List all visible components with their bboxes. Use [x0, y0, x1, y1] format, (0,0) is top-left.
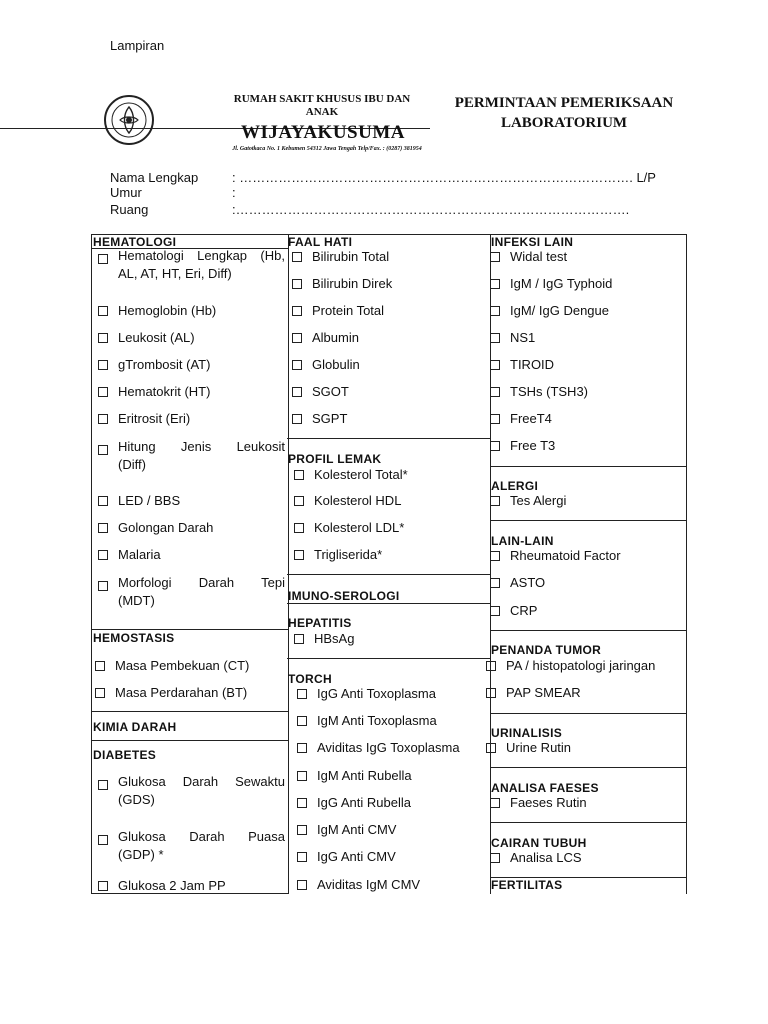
checkbox[interactable]: [95, 688, 105, 698]
item-label: Glukosa Darah Puasa: [118, 829, 285, 844]
column-liver-lipid-serology: [287, 234, 491, 894]
checkbox[interactable]: [490, 333, 500, 343]
checkbox-item[interactable]: [297, 713, 437, 728]
checkbox[interactable]: [98, 881, 108, 891]
item-label: IgG Anti Toxoplasma: [317, 686, 436, 701]
divider: [490, 520, 686, 521]
section-alergi: ALERGI: [491, 479, 539, 493]
checkbox[interactable]: [490, 578, 500, 588]
checkbox-item[interactable]: [294, 467, 408, 482]
item-label: IgM / IgG Typhoid: [510, 276, 613, 291]
item-label-cont: (Diff): [118, 457, 146, 472]
section-lain-lain: LAIN-LAIN: [491, 534, 554, 548]
checkbox[interactable]: [490, 496, 500, 506]
checkbox-item[interactable]: [98, 384, 210, 399]
item-label: TIROID: [510, 357, 555, 372]
checkbox[interactable]: [95, 661, 105, 671]
attachment-label: Lampiran: [110, 38, 165, 53]
item-label: Hematokrit (HT): [118, 384, 211, 399]
divider: [490, 767, 686, 768]
checkbox[interactable]: [490, 606, 500, 616]
checkbox-item[interactable]: [297, 740, 460, 755]
checkbox[interactable]: [297, 880, 307, 890]
checkbox[interactable]: [98, 496, 108, 506]
section-diabetes: DIABETES: [93, 748, 157, 762]
checkbox[interactable]: [486, 688, 496, 698]
checkbox-item[interactable]: [292, 357, 360, 372]
checkbox[interactable]: [98, 581, 108, 591]
test-grid: [91, 234, 686, 894]
checkbox[interactable]: [490, 360, 500, 370]
checkbox-item[interactable]: [292, 249, 389, 264]
checkbox-item[interactable]: [98, 493, 180, 508]
item-label: Aviditas IgG Toxoplasma: [317, 740, 460, 755]
item-label: Free T3: [510, 438, 556, 453]
column-hematology: [91, 234, 289, 894]
divider: [490, 466, 686, 467]
section-profil-lemak: PROFIL LEMAK: [288, 452, 382, 466]
checkbox-item[interactable]: [98, 330, 195, 345]
checkbox[interactable]: [98, 333, 108, 343]
item-label: FreeT4: [510, 411, 552, 426]
checkbox-item[interactable]: [490, 276, 612, 291]
item-label: Kolesterol Total*: [314, 467, 408, 482]
checkbox[interactable]: [98, 550, 108, 560]
item-label: Rheumatoid Factor: [510, 548, 621, 563]
checkbox-item[interactable]: [490, 795, 587, 810]
item-label: IgM/ IgG Dengue: [510, 303, 609, 318]
hospital-name-line2: ANAK: [305, 106, 339, 118]
form-title-line2: LABORATORIUM: [500, 115, 628, 131]
checkbox-item[interactable]: [98, 303, 216, 318]
checkbox-item[interactable]: [486, 740, 571, 755]
item-label: IgG Anti CMV: [317, 849, 396, 864]
checkbox-item[interactable]: [486, 658, 655, 673]
checkbox[interactable]: [292, 387, 302, 397]
checkbox[interactable]: [490, 551, 500, 561]
item-label: Hematologi Lengkap (Hb,: [118, 248, 285, 263]
checkbox[interactable]: [294, 550, 304, 560]
item-label: gTrombosit (AT): [118, 357, 211, 372]
checkbox-item[interactable]: [297, 686, 436, 701]
name-label: Nama Lengkap: [110, 170, 199, 185]
checkbox-item[interactable]: [490, 384, 588, 399]
section-kimia-darah: KIMIA DARAH: [93, 720, 177, 734]
checkbox-item[interactable]: [297, 849, 396, 864]
divider: [490, 630, 686, 631]
item-label: Hemoglobin (Hb): [118, 303, 217, 318]
checkbox-item[interactable]: [294, 493, 401, 508]
checkbox-item[interactable]: [95, 658, 249, 673]
checkbox[interactable]: [98, 360, 108, 370]
checkbox-item[interactable]: [490, 603, 537, 618]
checkbox-item[interactable]: [292, 303, 384, 318]
checkbox[interactable]: [98, 306, 108, 316]
divider: [287, 658, 490, 659]
checkbox-item[interactable]: [98, 547, 161, 562]
item-label: Malaria: [118, 547, 161, 562]
item-label: Glukosa Darah Sewaktu: [118, 774, 285, 789]
divider: [92, 629, 288, 630]
divider: [490, 822, 686, 823]
form-title-line1: PERMINTAAN PEMERIKSAAN: [454, 95, 674, 111]
item-label: Morfologi Darah Tepi: [118, 575, 285, 590]
item-label-cont: AL, AT, HT, Eri, Diff): [118, 266, 232, 281]
item-label: IgM Anti CMV: [317, 822, 397, 837]
checkbox-item[interactable]: [490, 303, 609, 318]
divider: [92, 893, 288, 894]
section-hepatitis: HEPATITIS: [288, 616, 352, 630]
item-label-cont: (GDP) *: [118, 847, 164, 862]
item-label: Hitung Jenis Leukosit: [118, 439, 285, 454]
item-label: NS1: [510, 330, 536, 345]
hospital-address: Jl. Gatotkaca No. 1 Kebumen 54312 Jawa Tengah Telp/Fax. : (0287) 381954: [232, 146, 422, 152]
checkbox[interactable]: [292, 414, 302, 424]
checkbox-item[interactable]: [98, 357, 210, 372]
checkbox[interactable]: [98, 387, 108, 397]
checkbox-item[interactable]: [490, 548, 621, 563]
checkbox-item[interactable]: [294, 631, 354, 646]
checkbox[interactable]: [297, 716, 307, 726]
checkbox-item[interactable]: [292, 330, 359, 345]
checkbox-item[interactable]: [490, 249, 567, 264]
item-label: Widal test: [510, 249, 568, 264]
divider: [287, 438, 490, 439]
item-label: PA / histopatologi jaringan: [506, 658, 656, 673]
divider: [287, 603, 490, 604]
checkbox[interactable]: [297, 852, 307, 862]
checkbox[interactable]: [297, 689, 307, 699]
checkbox[interactable]: [98, 780, 108, 790]
checkbox-item[interactable]: [95, 685, 247, 700]
checkbox-item[interactable]: [98, 774, 285, 792]
item-label: PAP SMEAR: [506, 685, 581, 700]
section-fertilitas: FERTILITAS: [491, 878, 563, 892]
checkbox-item[interactable]: [292, 276, 392, 291]
item-label: Eritrosit (Eri): [118, 411, 191, 426]
checkbox[interactable]: [98, 414, 108, 424]
checkbox-item[interactable]: [292, 384, 349, 399]
item-label-cont: (MDT): [118, 593, 155, 608]
room-field[interactable]: :……………………………………………………………………………….: [232, 202, 630, 217]
checkbox[interactable]: [297, 798, 307, 808]
section-hemostasis: HEMOSTASIS: [93, 631, 175, 645]
item-label: Globulin: [312, 357, 360, 372]
checkbox-item[interactable]: [486, 685, 581, 700]
section-infeksi-lain: INFEKSI LAIN: [491, 235, 574, 249]
checkbox-item[interactable]: [490, 575, 545, 590]
checkbox[interactable]: [292, 252, 302, 262]
checkbox[interactable]: [490, 798, 500, 808]
item-label: Bilirubin Direk: [312, 276, 393, 291]
divider: [490, 713, 686, 714]
checkbox[interactable]: [294, 523, 304, 533]
checkbox-item[interactable]: [294, 520, 404, 535]
section-analisa-faeses: ANALISA FAESES: [491, 781, 599, 795]
section-penanda-tumor: PENANDA TUMOR: [491, 643, 602, 657]
item-label: IgG Anti Rubella: [317, 795, 411, 810]
hospital-logo: [103, 94, 155, 146]
section-urinalisis: URINALISIS: [491, 726, 563, 740]
checkbox[interactable]: [98, 254, 108, 264]
item-label: Tes Alergi: [510, 493, 567, 508]
hospital-name-line1: RUMAH SAKIT KHUSUS IBU DAN: [233, 93, 411, 105]
checkbox[interactable]: [490, 252, 500, 262]
checkbox-item[interactable]: [490, 411, 552, 426]
checkbox-item[interactable]: [297, 768, 412, 783]
checkbox-item[interactable]: [294, 547, 382, 562]
checkbox-item[interactable]: [98, 520, 213, 535]
checkbox-item[interactable]: [98, 411, 190, 426]
item-label: Trigliserida*: [314, 547, 383, 562]
item-label: Masa Perdarahan (BT): [115, 685, 248, 700]
item-label: Golongan Darah: [118, 520, 214, 535]
checkbox-item[interactable]: [490, 493, 566, 508]
item-label: Urine Rutin: [506, 740, 572, 755]
checkbox[interactable]: [98, 445, 108, 455]
checkbox[interactable]: [490, 414, 500, 424]
checkbox[interactable]: [297, 743, 307, 753]
checkbox-item[interactable]: [490, 850, 582, 865]
checkbox-item[interactable]: [297, 795, 411, 810]
section-cairan-tubuh: CAIRAN TUBUH: [491, 836, 587, 850]
divider: [287, 574, 490, 575]
checkbox-item[interactable]: [98, 439, 285, 457]
divider: [92, 740, 288, 741]
checkbox[interactable]: [292, 333, 302, 343]
hospital-name-big: WIJAYAKUSUMA: [240, 122, 405, 143]
checkbox[interactable]: [292, 279, 302, 289]
item-label: CRP: [510, 603, 538, 618]
item-label: Aviditas IgM CMV: [317, 877, 421, 892]
name-field[interactable]: : ………………………………………………………………………………. L/P: [232, 170, 656, 185]
hospital-name: [216, 93, 428, 119]
checkbox-item[interactable]: [490, 357, 554, 372]
checkbox-item[interactable]: [297, 822, 396, 837]
checkbox[interactable]: [490, 387, 500, 397]
item-label: Bilirubin Total: [312, 249, 390, 264]
checkbox[interactable]: [294, 470, 304, 480]
checkbox[interactable]: [98, 835, 108, 845]
checkbox[interactable]: [486, 743, 496, 753]
column-other-tests: [490, 234, 687, 894]
checkbox[interactable]: [490, 441, 500, 451]
item-label-cont: (GDS): [118, 792, 155, 807]
item-label: Analisa LCS: [510, 850, 582, 865]
checkbox[interactable]: [292, 360, 302, 370]
checkbox-item[interactable]: [98, 575, 285, 593]
checkbox[interactable]: [490, 279, 500, 289]
checkbox-item[interactable]: [490, 438, 555, 453]
item-label: Kolesterol HDL: [314, 493, 402, 508]
item-label: ASTO: [510, 575, 546, 590]
room-label: Ruang: [110, 202, 149, 217]
checkbox-item[interactable]: [98, 829, 285, 847]
item-label: Faeses Rutin: [510, 795, 587, 810]
checkbox-item[interactable]: [98, 878, 226, 893]
item-label: LED / BBS: [118, 493, 181, 508]
item-label: Glukosa 2 Jam PP: [118, 878, 226, 893]
checkbox[interactable]: [297, 825, 307, 835]
checkbox[interactable]: [490, 306, 500, 316]
checkbox[interactable]: [294, 496, 304, 506]
checkbox-item[interactable]: [98, 248, 285, 266]
checkbox[interactable]: [297, 771, 307, 781]
checkbox-item[interactable]: [297, 877, 420, 892]
checkbox-item[interactable]: [490, 330, 535, 345]
form-title: [428, 93, 700, 133]
item-label: TSHs (TSH3): [510, 384, 588, 399]
item-label: Protein Total: [312, 303, 385, 318]
divider: [92, 711, 288, 712]
age-label: Umur: [110, 185, 142, 200]
section-torch: TORCH: [288, 672, 332, 686]
section-faal-hati: FAAL HATI: [288, 235, 353, 249]
checkbox[interactable]: [292, 306, 302, 316]
item-label: SGOT: [312, 384, 349, 399]
item-label: IgM Anti Rubella: [317, 768, 412, 783]
item-label: SGPT: [312, 411, 348, 426]
item-label: Masa Pembekuan (CT): [115, 658, 250, 673]
item-label: Kolesterol LDL*: [314, 520, 405, 535]
checkbox[interactable]: [486, 661, 496, 671]
item-label: HBsAg: [314, 631, 355, 646]
checkbox[interactable]: [294, 634, 304, 644]
section-hematologi: HEMATOLOGI: [93, 235, 177, 249]
checkbox[interactable]: [490, 853, 500, 863]
item-label: IgM Anti Toxoplasma: [317, 713, 437, 728]
age-field[interactable]: :: [232, 185, 236, 200]
item-label: Leukosit (AL): [118, 330, 195, 345]
checkbox[interactable]: [98, 523, 108, 533]
item-label: Albumin: [312, 330, 359, 345]
checkbox-item[interactable]: [292, 411, 347, 426]
section-imuno-serologi: IMUNO-SEROLOGI: [288, 589, 400, 603]
